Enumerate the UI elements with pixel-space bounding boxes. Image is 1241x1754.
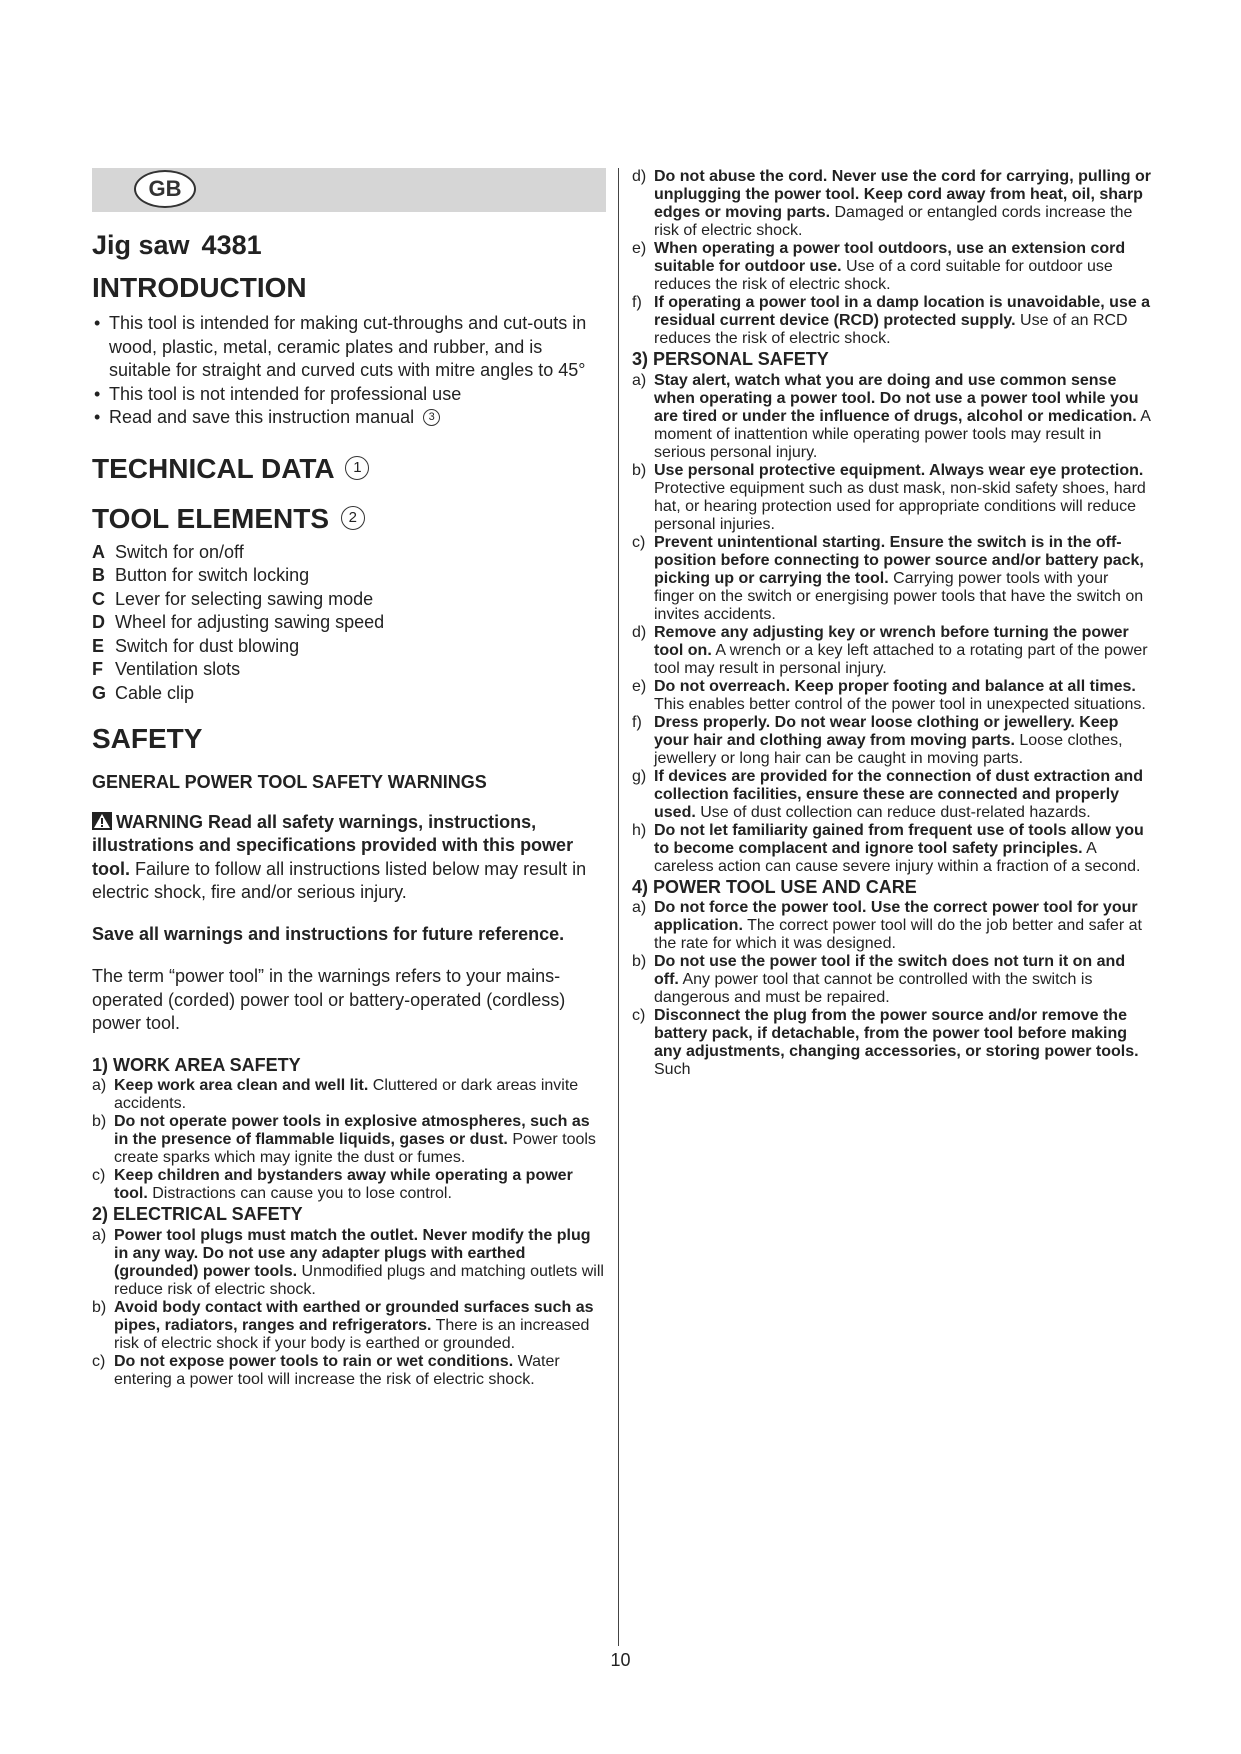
work-area-heading: 1) WORK AREA SAFETY xyxy=(92,1054,301,1075)
electrical-safety-heading: 2) ELECTRICAL SAFETY xyxy=(92,1204,303,1224)
page-number: 10 xyxy=(610,1650,631,1670)
technical-ref-marker: 1 xyxy=(345,456,369,480)
element-item: E Switch for dust blowing xyxy=(92,635,300,656)
column-divider xyxy=(618,168,619,1646)
personal-item: e) Do not overreach. Keep proper footing and balance at all times. This enables better control of the power tool in unexpected situations. xyxy=(632,677,1146,713)
technical-data-title: TECHNICAL DATA 1 xyxy=(92,451,606,487)
element-item: F Ventilation slots xyxy=(92,659,241,679)
work-area-item: a) Keep work area clean and well lit. Cluttered or dark areas invite accidents. xyxy=(92,1077,579,1112)
personal-item: b) Use personal protective equipment. Always wear eye protection. Protective equipment such as dust mask, non-skid safety shoes, hard hat, or hearing protection used for appropriate conditions will reduce personal injuries. xyxy=(632,461,1146,533)
work-area-item: b) Do not operate power tools in explosive atmospheres, such as in the presence of flammable liquids, gases or dust. Power tools create sparks which may ignite the dust or fumes. xyxy=(92,1113,596,1166)
personal-item: h) Do not let familiarity gained from frequent use of tools allow you to become complacent and ignore tool safety principles. A careless action can cause severe injury within a fraction of a second. xyxy=(632,821,1144,875)
save-instructions-note: Save all warnings and instructions for future reference. xyxy=(92,923,565,944)
left-column xyxy=(92,168,606,1389)
language-header-bar xyxy=(92,168,606,212)
personal-item: d) Remove any adjusting key or wrench before turning the power tool on. A wrench or a key left attached to a rotating part of the power tool may result in personal injury. xyxy=(632,623,1148,677)
personal-item: f) Dress properly. Do not wear loose clothing or jewellery. Keep your hair and clothing away from moving parts. Loose clothes, jewellery or long hair can be caught in moving parts. xyxy=(632,713,1123,767)
intro-bullet: • This tool is not intended for professional use xyxy=(92,383,606,407)
elements-ref-marker: 2 xyxy=(341,506,365,530)
electrical-item: e) When operating a power tool outdoors, use an extension cord suitable for outdoor use. Use of a cord suitable for outdoor use reduces the risk of electric shock. xyxy=(632,240,1126,293)
personal-item: a) Stay alert, watch what you are doing and use common sense when operating a power tool. Do not use a power tool while you are tired or under the influence of drugs, alcohol or medication. A moment of inattention while operating power tools may result in serious personal injury. xyxy=(632,371,1151,461)
intro-bullet: • This tool is intended for making cut-throughs and cut-outs in wood, plastic, metal, ceramic plates and rubber, and is suitable for straight and curved cuts with mitre angles to 45° xyxy=(92,312,606,383)
element-item: C Lever for selecting sawing mode xyxy=(92,588,374,609)
tool-use-item: a) Do not force the power tool. Use the correct power tool for your application. The correct power tool will do the job better and safer at the rate for which it was designed. xyxy=(632,899,1142,952)
electrical-item: d) Do not abuse the cord. Never use the cord for carrying, pulling or unplugging the power tool. Keep cord away from heat, oil, sharp edges or moving parts. Damaged or entangled cords increase the risk of electric shock. xyxy=(632,168,1151,239)
tool-use-item: c) Disconnect the plug from the power source and/or remove the battery pack, if detachable, from the power tool before making any adjustments, changing accessories, or storing power tools. Such xyxy=(632,1007,1139,1078)
electrical-item: c) Do not expose power tools to rain or wet conditions. Water entering a power tool will increase the risk of electric shock. xyxy=(92,1352,560,1388)
intro-title: INTRODUCTION xyxy=(92,272,307,303)
general-warnings-heading: GENERAL POWER TOOL SAFETY WARNINGS xyxy=(92,772,487,792)
language-badge: GB xyxy=(134,170,196,208)
warning-paragraph: WARNING Read all safety warnings, instructions, illustrations and specifications provided with this power tool. Failure to follow all instructions listed below may result in electric shock, fire and/or serious injury. xyxy=(92,811,587,902)
tool-use-heading: 4) POWER TOOL USE AND CARE xyxy=(632,876,917,897)
manual-ref-marker: 3 xyxy=(423,409,440,426)
warning-triangle-icon xyxy=(92,812,112,830)
power-tool-term-note: The term “power tool” in the warnings refers to your mains-operated (corded) power tool or battery-operated (cordless) power tool. xyxy=(92,966,566,1033)
intro-bullets xyxy=(92,312,606,430)
element-item: B Button for switch locking xyxy=(92,565,310,585)
electrical-item: b) Avoid body contact with earthed or grounded surfaces such as pipes, radiators, ranges and refrigerators. There is an increased risk of electric shock if your body is earthed or grounded. xyxy=(92,1298,594,1352)
model-number: 4381 xyxy=(201,230,262,260)
product-title xyxy=(92,228,606,262)
element-item: D Wheel for adjusting sawing speed xyxy=(92,612,385,632)
product-name: Jig saw xyxy=(92,230,190,260)
electrical-item: a) Power tool plugs must match the outlet. Never modify the plug in any way. Do not use any adapter plugs with earthed (grounded) power tools. Unmodified plugs and matching outlets will reduce risk of electric shock. xyxy=(92,1226,604,1298)
tool-elements-list xyxy=(92,541,606,706)
personal-safety-heading: 3) PERSONAL SAFETY xyxy=(632,349,829,369)
work-area-item: c) Keep children and bystanders away while operating a power tool. Distractions can cause you to lose control. xyxy=(92,1167,573,1202)
safety-title: SAFETY xyxy=(92,723,203,754)
tool-elements-title: TOOL ELEMENTS 2 xyxy=(92,501,606,537)
element-item: A Switch for on/off xyxy=(92,541,244,562)
tool-use-item: b) Do not use the power tool if the switch does not turn it on and off. Any power tool that cannot be controlled with the switch is dangerous and must be repaired. xyxy=(632,953,1126,1006)
right-column xyxy=(632,168,1152,1079)
element-item: G Cable clip xyxy=(92,682,195,703)
personal-item: g) If devices are provided for the connection of dust extraction and collection facilities, ensure these are connected and properly used. Use of dust collection can reduce dust-related hazards. xyxy=(632,767,1143,821)
electrical-item: f) If operating a power tool in a damp location is unavoidable, use a residual current device (RCD) protected supply. Use of an RCD reduces the risk of electric shock. xyxy=(632,294,1151,347)
intro-bullet: • Read and save this instruction manual 3 xyxy=(92,406,606,430)
personal-item: c) Prevent unintentional starting. Ensure the switch is in the off-position before connecting to power source and/or battery pack, picking up or carrying the tool. Carrying power tools with your finger on the switch or energising power tools that have the switch on invites accidents. xyxy=(632,533,1144,623)
